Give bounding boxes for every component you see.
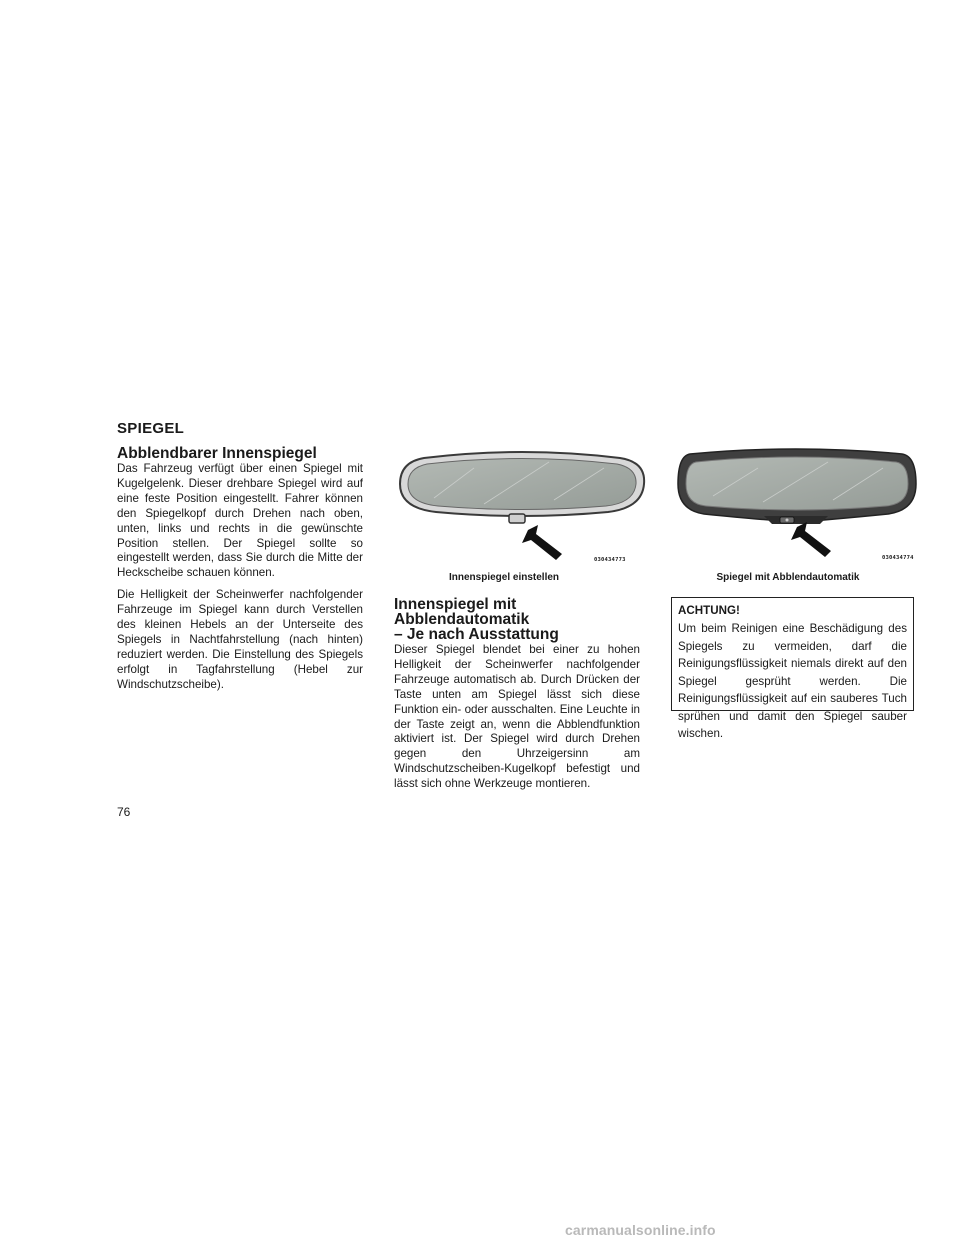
section-title: SPIEGEL [117, 420, 185, 437]
warning-box [671, 597, 914, 740]
watermark: carmanualsonline.info [565, 1222, 716, 1238]
heading-abblendbarer-innenspiegel: Abblendbarer Innenspiegel [117, 445, 317, 462]
figure-caption: Spiegel mit Abblendautomatik [716, 572, 860, 583]
middle-column-body: Dieser Spiegel blendet bei einer zu hohen Helligkeit der Scheinwerfer nachfolgender Fahrzeuge automatisch ab. Durch Drücken der Taste unten am Spiegel lässt sich diese Funktion ein- oder ausschalten. Eine Leuchte in der Taste zeigt an, wenn die Abblendfunktion aktiviert ist. Der Spiegel wird durch Drehen gegen den Uhrzeigersinn am Windschutzscheiben-Kugelkopf befestigt und lässt sich ohne Werkzeuge montieren. [394, 643, 640, 791]
heading-innenspiegel-mit-abblendautomatik [394, 597, 640, 642]
figure-caption: Innenspiegel einstellen [448, 572, 560, 583]
left-column [117, 446, 363, 700]
paragraph: Die Helligkeit der Scheinwerfer nachfolgender Fahrzeuge im Spiegel kann durch Verstellen des kleinen Hebels an der Unterseite des Spiegels in Nachtfahrstellung (nach hinten) reduziert werden. Die Einstellung des Spiegels erfolgt in Tagfahrstellung (Hebel zur Windschutzscheibe). [117, 588, 363, 691]
paragraph: Das Fahrzeug verfügt über einen Spiegel mit Kugelgelenk. Dieser drehbare Spiegel wird auf eine feste Position eingestellt. Fahrer können den Spiegelkopf durch Drehen nach oben, unten, links und rechts in die gewünschte Position stellen. Der Spiegel sollte so eingestellt werden, dass Sie durch die Mitte der Heckscheibe schauen können. [117, 462, 363, 580]
rearview-mirror-lever-icon [394, 448, 652, 568]
rearview-mirror-auto-dimming-icon [668, 448, 924, 568]
figure-code: 030434774 [882, 555, 914, 561]
warning-text: Um beim Reinigen eine Beschädigung des Spiegels zu vermeiden, darf die Reinigungsflüssigkeit niemals direkt auf den Spiegel gesprüht werden. Die Reinigungsflüssigkeit auf ein sauberes Tuch sprühen und damit den Spiegel sauber wischen. [678, 622, 907, 740]
figure-innenspiegel-einstellen [394, 448, 652, 588]
left-column-body [117, 462, 363, 693]
heading-line: – Je nach Ausstattung [394, 626, 559, 643]
middle-column [394, 597, 640, 792]
heading-line: Innenspiegel mit Abblendautomatik [394, 596, 530, 628]
figure-spiegel-mit-abblendautomatik [668, 448, 924, 588]
warning-title: ACHTUNG! [678, 604, 740, 617]
figure-code: 030434773 [594, 557, 626, 563]
page-number: 76 [117, 805, 131, 819]
